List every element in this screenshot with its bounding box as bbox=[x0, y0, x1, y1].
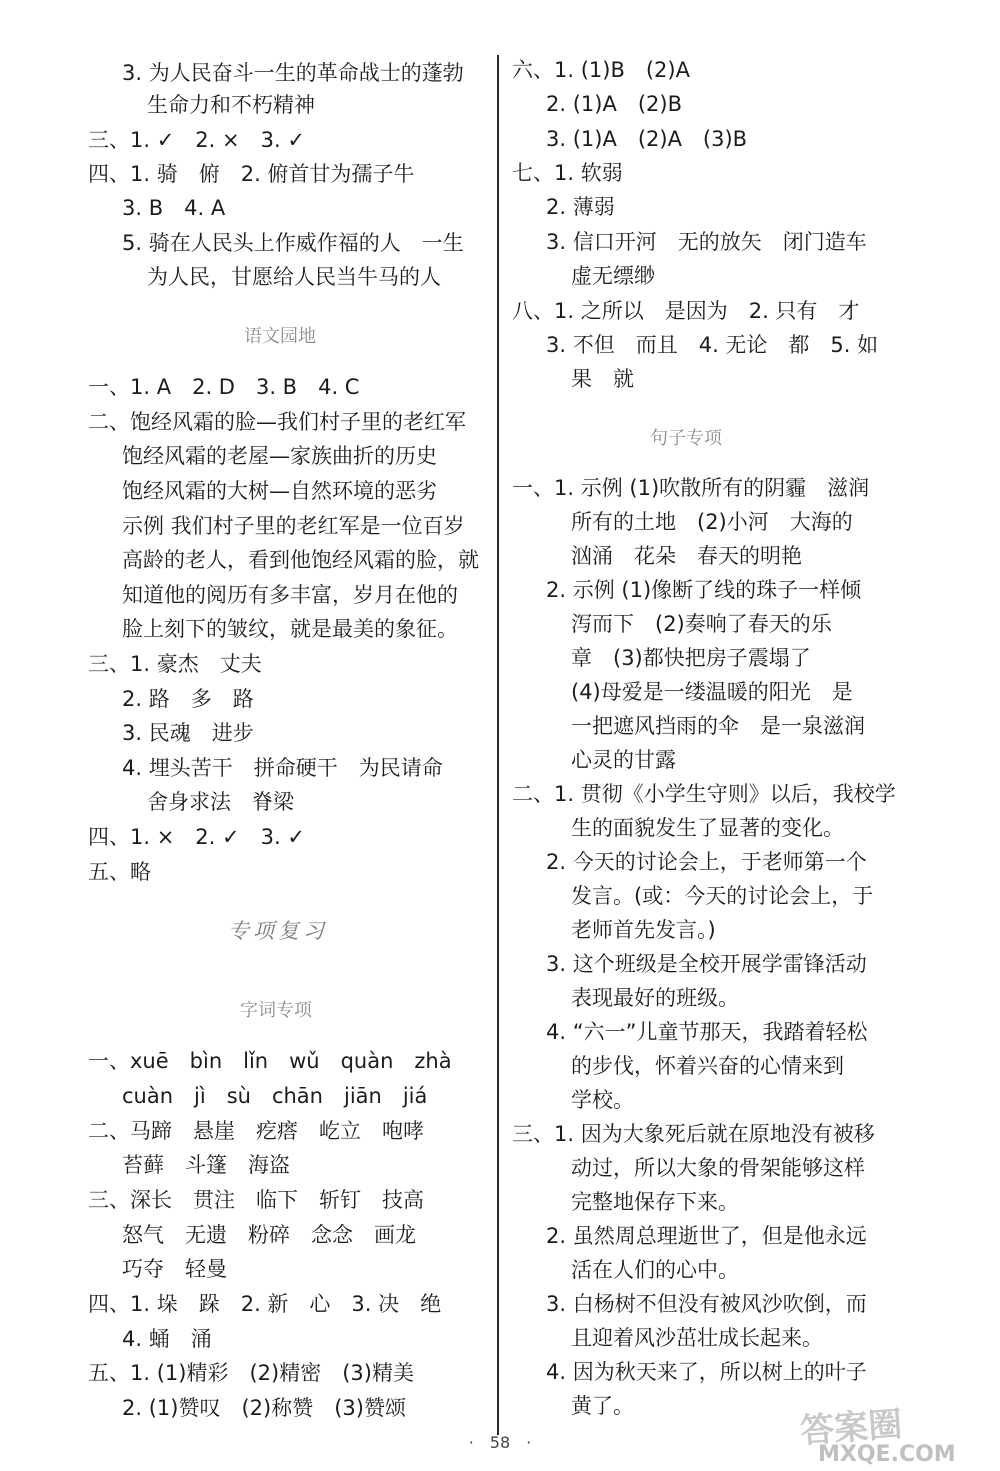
answer-line: (4)母爱是一缕温暖的阳光 是 bbox=[571, 680, 853, 704]
answer-line: 一、1. A 2. D 3. B 4. C bbox=[88, 375, 360, 399]
answer-line: 一把遮风挡雨的伞 是一泉滋润 bbox=[571, 714, 865, 738]
answer-line: 3. 民魂 进步 bbox=[122, 721, 254, 745]
answer-line: 发言。(或：今天的讨论会上，于 bbox=[571, 884, 874, 908]
answer-line: 舍身求法 脊梁 bbox=[147, 790, 294, 814]
answer-line: 3. 为人民奋斗一生的革命战士的蓬勃 bbox=[122, 61, 464, 85]
answer-line: 学校。 bbox=[571, 1088, 634, 1112]
answer-line: 4. 蛹 涌 bbox=[122, 1327, 212, 1351]
section-title: 字词专项 bbox=[240, 1000, 312, 1021]
answer-line: 三、1. 因为大象死后就在原地没有被移 bbox=[512, 1122, 875, 1146]
answer-line: 一、xuē bìn lǐn wǔ quàn zhà bbox=[88, 1049, 452, 1073]
answer-line: 4. 埋头苦干 拼命硬干 为民请命 bbox=[122, 756, 443, 780]
answer-line: 生的面貌发生了显著的变化。 bbox=[571, 816, 844, 840]
answer-line: 3. B 4. A bbox=[122, 196, 226, 220]
answer-line: 生命力和不朽精神 bbox=[147, 93, 315, 117]
answer-line: 六、1. (1)B (2)A bbox=[512, 58, 690, 82]
answer-line: 高龄的老人，看到他饱经风霜的脸，就 bbox=[122, 548, 479, 572]
answer-line: 2. 虽然周总理逝世了，但是他永远 bbox=[546, 1224, 867, 1248]
review-title: 专项复习 bbox=[228, 919, 328, 943]
answer-line: 2. (1)A (2)B bbox=[546, 92, 682, 116]
answer-line: 2. 薄弱 bbox=[546, 195, 615, 219]
answer-line: 表现最好的班级。 bbox=[571, 986, 739, 1010]
answer-line: 完整地保存下来。 bbox=[571, 1190, 739, 1214]
answer-line: 动过，所以大象的骨架能够这样 bbox=[571, 1156, 865, 1180]
answer-line: 3. (1)A (2)A (3)B bbox=[546, 127, 748, 151]
answer-line: 2. 路 多 路 bbox=[122, 687, 254, 711]
answer-line: 饱经风霜的老屋—家族曲折的历史 bbox=[122, 444, 437, 468]
answer-line: 巧夺 轻曼 bbox=[122, 1257, 227, 1281]
answer-line: 二、马蹄 悬崖 疙瘩 屹立 咆哮 bbox=[88, 1119, 424, 1143]
answer-line: 怒气 无遗 粉碎 念念 画龙 bbox=[122, 1223, 416, 1247]
answer-line: 三、1. 豪杰 丈夫 bbox=[88, 652, 262, 676]
answer-line: 章 (3)都快把房子震塌了 bbox=[571, 646, 811, 670]
answer-line: 黄了。 bbox=[571, 1394, 634, 1418]
answer-line: 3. 不但 而且 4. 无论 都 5. 如 bbox=[546, 333, 879, 357]
page-number: · 58 · bbox=[468, 1433, 532, 1452]
watermark-logo: 答案圈 bbox=[798, 1404, 904, 1452]
answer-line: 知道他的阅历有多丰富，岁月在他的 bbox=[122, 583, 458, 607]
answer-line: 五、略 bbox=[88, 860, 151, 884]
answer-line: 所有的土地 (2)小河 大海的 bbox=[571, 510, 853, 534]
answer-line: 3. 信口开河 无的放矢 闭门造车 bbox=[546, 230, 867, 254]
answer-line: 心灵的甘露 bbox=[571, 748, 676, 772]
answer-line: 三、1. ✓ 2. × 3. ✓ bbox=[88, 128, 305, 152]
answer-line: 4. “六一”儿童节那天，我踏着轻松 bbox=[546, 1020, 868, 1044]
answer-line: cuàn jì sù chān jiān jiá bbox=[122, 1084, 428, 1108]
answer-line: 七、1. 软弱 bbox=[512, 161, 623, 185]
answer-line: 泻而下 (2)奏响了春天的乐 bbox=[571, 612, 832, 636]
answer-line: 脸上刻下的皱纹，就是最美的象征。 bbox=[122, 617, 458, 641]
answer-line: 老师首先发言。) bbox=[571, 918, 716, 942]
answer-line: 示例 我们村子里的老红军是一位百岁 bbox=[122, 514, 465, 538]
answer-line: 且迎着风沙茁壮成长起来。 bbox=[571, 1326, 823, 1350]
answer-line: 四、1. 骑 俯 2. 俯首甘为孺子牛 bbox=[88, 162, 415, 186]
column-divider bbox=[497, 55, 499, 1435]
answer-line: 2. 今天的讨论会上，于老师第一个 bbox=[546, 850, 867, 874]
answer-line: 苔藓 斗篷 海盗 bbox=[122, 1153, 290, 1177]
answer-line: 四、1. × 2. ✓ 3. ✓ bbox=[88, 825, 305, 849]
answer-line: 3. 这个班级是全校开展学雷锋活动 bbox=[546, 952, 867, 976]
answer-line: 二、1. 贯彻《小学生守则》以后，我校学 bbox=[512, 782, 896, 806]
answer-line: 3. 白杨树不但没有被风沙吹倒，而 bbox=[546, 1292, 867, 1316]
answer-line: 5. 骑在人民头上作威作福的人 一生 bbox=[122, 231, 464, 255]
answer-line: 汹涌 花朵 春天的明艳 bbox=[571, 544, 802, 568]
section-title: 句子专项 bbox=[650, 428, 722, 449]
watermark-url: MXQE.COM bbox=[818, 1442, 956, 1467]
answer-line: 二、饱经风霜的脸—我们村子里的老红军 bbox=[88, 410, 466, 434]
answer-line: 活在人们的心中。 bbox=[571, 1258, 739, 1282]
answer-line: 2. 示例 (1)像断了线的珠子一样倾 bbox=[546, 578, 862, 602]
answer-line: 五、1. (1)精彩 (2)精密 (3)精美 bbox=[88, 1361, 414, 1385]
answer-line: 八、1. 之所以 是因为 2. 只有 才 bbox=[512, 299, 860, 323]
answer-line: 虚无缥缈 bbox=[571, 264, 655, 288]
answer-line: 一、1. 示例 (1)吹散所有的阴霾 滋润 bbox=[512, 476, 870, 500]
answer-line: 2. (1)赞叹 (2)称赞 (3)赞颂 bbox=[122, 1396, 406, 1420]
answer-line: 果 就 bbox=[571, 367, 634, 391]
answer-line: 饱经风霜的大树—自然环境的恶劣 bbox=[122, 479, 437, 503]
answer-line: 为人民，甘愿给人民当牛马的人 bbox=[147, 265, 441, 289]
answer-line: 三、深长 贯注 临下 斩钉 技高 bbox=[88, 1188, 424, 1212]
section-title: 语文园地 bbox=[244, 326, 316, 347]
answer-line: 4. 因为秋天来了，所以树上的叶子 bbox=[546, 1360, 867, 1384]
answer-line: 的步伐，怀着兴奋的心情来到 bbox=[571, 1054, 844, 1078]
answer-line: 四、1. 垛 跺 2. 新 心 3. 决 绝 bbox=[88, 1292, 442, 1316]
